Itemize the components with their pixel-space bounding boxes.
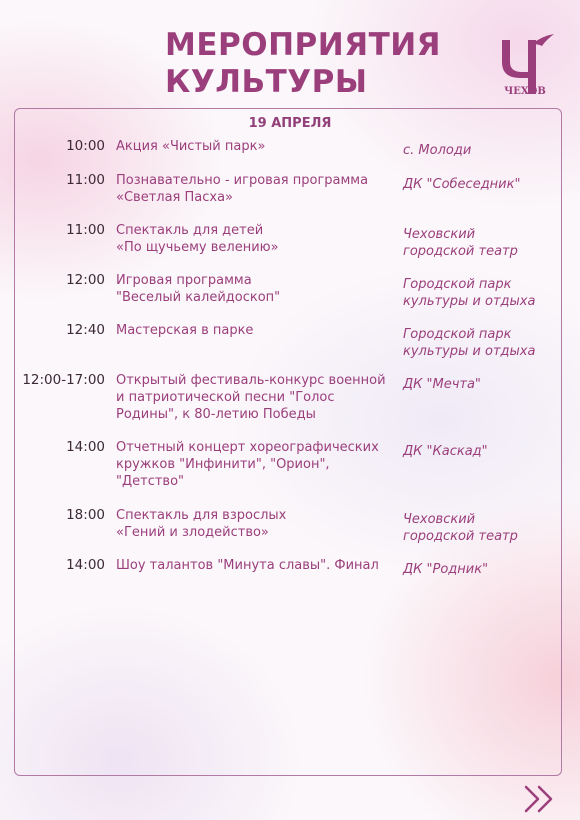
event-title: Отчетный концерт хореографических кружков "Инфинити", "Орион", "Детство" [116, 440, 379, 489]
event-title: Спектакль для детей «По щучьему велению» [116, 223, 279, 255]
event-time: 18:00 [66, 507, 105, 523]
event-title: Спектакль для взрослых «Гений и злодейство» [116, 508, 287, 540]
event-place: ДК "Каскад" [403, 444, 488, 459]
event-time: 11:00 [66, 172, 105, 188]
event-place: ДК "Мечта" [403, 377, 481, 392]
event-place: Городской парк культуры и отдыха [403, 327, 536, 359]
event-time: 12:00-17:00 [22, 372, 105, 388]
event-title: Познавательно - игровая программа «Светлая Пасха» [116, 173, 369, 205]
event-title: Открытый фестиваль-конкурс военной и патриотической песни "Голос Родины", к 80-летию Победы [116, 373, 386, 422]
event-title: Игровая программа "Веселый калейдоскоп" [116, 273, 281, 305]
double-chevron-right-icon[interactable] [522, 784, 558, 814]
event-place: ДК "Собеседник" [403, 177, 521, 192]
event-place: с. Молоди [403, 143, 472, 158]
event-time: 12:40 [66, 322, 105, 338]
event-place: ДК "Родник" [403, 562, 489, 577]
event-place: Чеховский городской театр [403, 512, 518, 544]
event-title: Мастерская в парке [116, 323, 254, 338]
event-place: Чеховский городской театр [403, 227, 518, 259]
event-title: Акция «Чистый парк» [116, 139, 266, 154]
event-place: Городской парк культуры и отдыха [403, 277, 536, 309]
event-title: Шоу талантов "Минута славы". Финал [116, 558, 379, 573]
logo-text: ЧЕХОВ [504, 86, 546, 97]
event-time: 14:00 [66, 439, 105, 455]
title-line-1: МЕРОПРИЯТИЯ [165, 27, 442, 63]
event-time: 14:00 [66, 557, 105, 573]
event-time: 12:00 [66, 272, 105, 288]
title-line-2: КУЛЬТУРЫ [165, 64, 368, 100]
page-title [165, 27, 441, 101]
event-time: 11:00 [66, 222, 105, 238]
schedule-date: 19 АПРЕЛЯ [248, 116, 332, 131]
event-time: 10:00 [66, 138, 105, 154]
